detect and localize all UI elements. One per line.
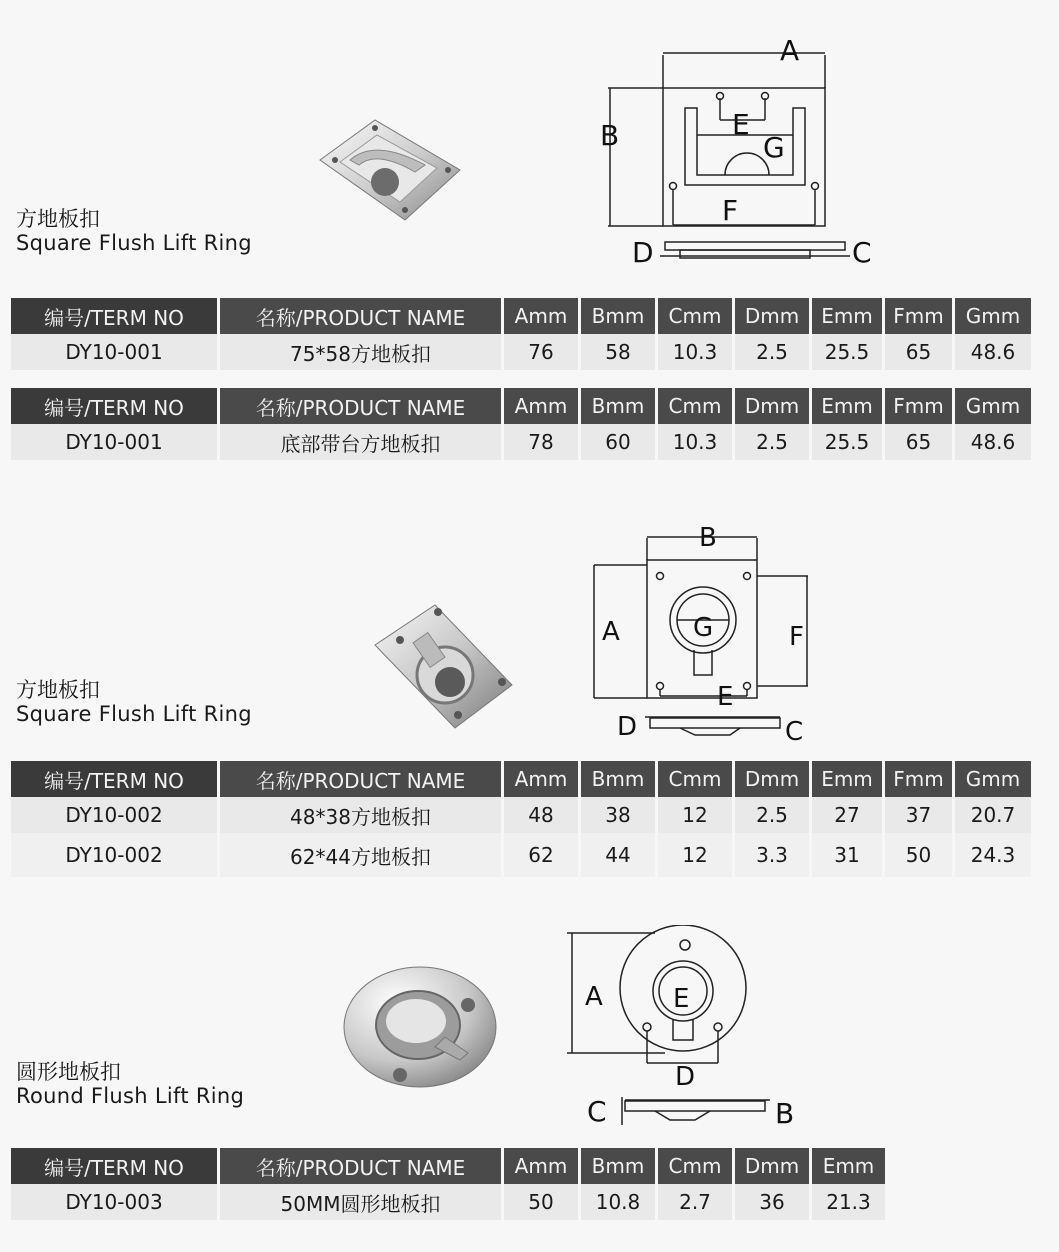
table-row — [11, 833, 1031, 877]
cell-product-name: 50MM圆形地板扣 — [220, 1184, 504, 1220]
header-c: Cmm — [658, 388, 735, 424]
section-title-en: Round Flush Lift Ring — [16, 1084, 245, 1108]
cell-term-no: DY10-002 — [11, 797, 220, 833]
header-f: Fmm — [885, 298, 955, 334]
cell-b: 60 — [581, 424, 658, 460]
cell-term-no: DY10-002 — [11, 833, 220, 877]
header-d: Dmm — [735, 1148, 812, 1184]
cell-g: 20.7 — [955, 797, 1031, 833]
header-product-name: 名称/PRODUCT NAME — [220, 761, 504, 797]
header-product-name: 名称/PRODUCT NAME — [220, 1148, 504, 1184]
header-f: Fmm — [885, 761, 955, 797]
dim-label-a: A — [780, 34, 800, 67]
cell-product-name: 75*58方地板扣 — [220, 334, 504, 370]
cell-term-no: DY10-001 — [11, 334, 220, 370]
dim-label-a: A — [585, 982, 603, 1012]
cell-term-no: DY10-003 — [11, 1184, 220, 1220]
cell-c: 10.3 — [658, 424, 735, 460]
header-term-no: 编号/TERM NO — [11, 388, 220, 424]
photo-round-lift-ring — [340, 965, 500, 1099]
cell-b: 44 — [581, 833, 658, 877]
spec-table-1a — [11, 298, 1031, 370]
cell-g: 48.6 — [955, 424, 1031, 460]
header-b: Bmm — [581, 388, 658, 424]
cell-product-name: 62*44方地板扣 — [220, 833, 504, 877]
cell-term-no: DY10-001 — [11, 424, 220, 460]
cell-g: 48.6 — [955, 334, 1031, 370]
dimension-drawing-1 — [600, 30, 890, 279]
header-b: Bmm — [581, 1148, 658, 1184]
header-product-name: 名称/PRODUCT NAME — [220, 388, 504, 424]
table-row — [11, 424, 1031, 460]
cell-f: 65 — [885, 424, 955, 460]
table-header-row — [11, 298, 1031, 334]
cell-e: 25.5 — [812, 334, 885, 370]
dim-label-c: C — [852, 236, 872, 269]
section-title-cn: 方地板扣 — [16, 678, 100, 702]
dim-label-a: A — [602, 617, 620, 647]
photo-square-lift-ring-2 — [370, 600, 515, 734]
table-row — [11, 334, 1031, 370]
cell-d: 2.5 — [735, 797, 812, 833]
header-term-no: 编号/TERM NO — [11, 761, 220, 797]
section-title-en: Square Flush Lift Ring — [16, 702, 252, 726]
cell-a: 62 — [504, 833, 581, 877]
spec-table-1b — [11, 388, 1031, 460]
dim-label-g: G — [763, 131, 785, 164]
cell-e: 31 — [812, 833, 885, 877]
cell-b: 10.8 — [581, 1184, 658, 1220]
cell-g: 24.3 — [955, 833, 1031, 877]
spec-table-2 — [11, 761, 1031, 877]
dim-label-e: E — [732, 108, 750, 141]
dimension-drawing-2 — [590, 520, 820, 754]
dim-label-d: D — [675, 1062, 696, 1092]
cell-c: 10.3 — [658, 334, 735, 370]
header-a: Amm — [504, 761, 581, 797]
header-f: Fmm — [885, 388, 955, 424]
cell-f: 65 — [885, 334, 955, 370]
section-title-cn: 方地板扣 — [16, 207, 100, 231]
square-flush-lift-ring-photo-icon — [315, 110, 465, 225]
cell-d: 3.3 — [735, 833, 812, 877]
cell-e: 25.5 — [812, 424, 885, 460]
table-header-row — [11, 388, 1031, 424]
dim-label-e: E — [673, 984, 690, 1014]
cell-c: 12 — [658, 797, 735, 833]
round-flush-lift-ring-photo-icon — [340, 965, 500, 1095]
cell-product-name: 48*38方地板扣 — [220, 797, 504, 833]
cell-e: 21.3 — [812, 1184, 885, 1220]
cell-a: 48 — [504, 797, 581, 833]
dim-label-f: F — [722, 194, 739, 227]
dim-label-c: C — [785, 717, 804, 747]
photo-square-lift-ring-1 — [315, 110, 465, 229]
cell-f: 37 — [885, 797, 955, 833]
cell-b: 38 — [581, 797, 658, 833]
table-header-row — [11, 1148, 885, 1184]
cell-d: 2.5 — [735, 424, 812, 460]
cell-c: 12 — [658, 833, 735, 877]
header-e: Emm — [812, 298, 885, 334]
header-e: Emm — [812, 1148, 885, 1184]
header-a: Amm — [504, 298, 581, 334]
dim-label-c: C — [587, 1095, 607, 1128]
table-header-row — [11, 761, 1031, 797]
header-c: Cmm — [658, 761, 735, 797]
cell-product-name: 底部带台方地板扣 — [220, 424, 504, 460]
cell-a: 76 — [504, 334, 581, 370]
dim-label-d: D — [617, 712, 638, 742]
header-d: Dmm — [735, 761, 812, 797]
cell-a: 78 — [504, 424, 581, 460]
square-ring-lift-photo-icon — [370, 600, 515, 730]
dim-label-b: B — [699, 523, 717, 553]
header-b: Bmm — [581, 298, 658, 334]
header-a: Amm — [504, 1148, 581, 1184]
cell-d: 36 — [735, 1184, 812, 1220]
cell-c: 2.7 — [658, 1184, 735, 1220]
dim-label-b: B — [600, 119, 620, 152]
cell-e: 27 — [812, 797, 885, 833]
header-d: Dmm — [735, 388, 812, 424]
section-title-cn: 圆形地板扣 — [16, 1060, 121, 1084]
cell-f: 50 — [885, 833, 955, 877]
dim-label-f: F — [789, 622, 804, 652]
header-c: Cmm — [658, 298, 735, 334]
table-row — [11, 1184, 885, 1220]
dimension-drawing-3 — [565, 925, 805, 1139]
header-g: Gmm — [955, 761, 1031, 797]
cell-a: 50 — [504, 1184, 581, 1220]
header-b: Bmm — [581, 761, 658, 797]
dim-label-d: D — [632, 236, 654, 269]
header-e: Emm — [812, 388, 885, 424]
header-a: Amm — [504, 388, 581, 424]
header-d: Dmm — [735, 298, 812, 334]
section-title-en: Square Flush Lift Ring — [16, 231, 252, 255]
header-term-no: 编号/TERM NO — [11, 1148, 220, 1184]
header-g: Gmm — [955, 388, 1031, 424]
cell-b: 58 — [581, 334, 658, 370]
header-e: Emm — [812, 761, 885, 797]
header-product-name: 名称/PRODUCT NAME — [220, 298, 504, 334]
header-g: Gmm — [955, 298, 1031, 334]
dim-label-b: B — [775, 1097, 795, 1130]
dim-label-e: E — [717, 682, 734, 712]
header-c: Cmm — [658, 1148, 735, 1184]
dim-label-g: G — [693, 613, 714, 643]
spec-table-3 — [11, 1148, 885, 1220]
cell-d: 2.5 — [735, 334, 812, 370]
header-term-no: 编号/TERM NO — [11, 298, 220, 334]
table-row — [11, 797, 1031, 833]
